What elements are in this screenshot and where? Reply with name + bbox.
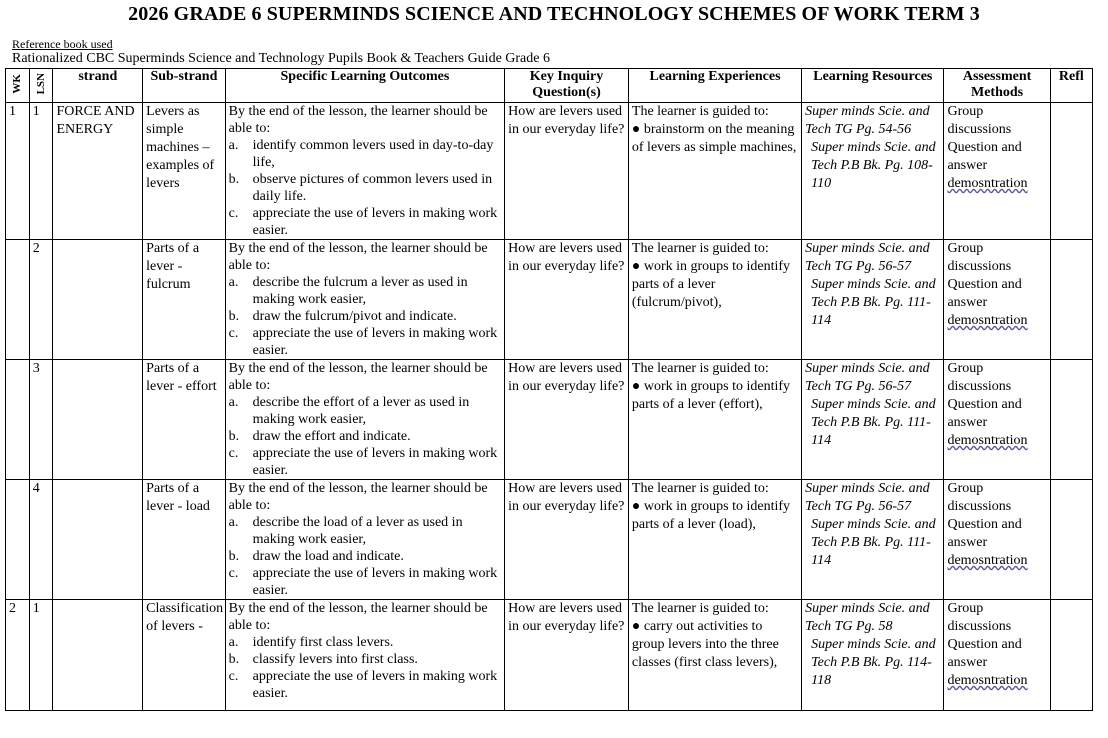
assessment-item: Group discussions (947, 241, 1012, 274)
header-lesson-label: LSN (34, 73, 47, 95)
outcome-marker: b. (228, 429, 240, 444)
strand-cell (53, 360, 143, 480)
outcomes-cell (225, 480, 504, 600)
header-assessment: Assessment Methods (944, 69, 1050, 103)
table-row (6, 480, 1093, 600)
experience-cell (628, 240, 801, 360)
inquiry-cell: How are levers used in our everyday life? (505, 480, 629, 600)
resource-pb: Super minds Scie. and Tech P.B Bk. Pg. 111-114 (811, 517, 936, 568)
outcome-text: draw the fulcrum/pivot and indicate. (252, 309, 457, 324)
outcome-text: appreciate the use of levers in making work easier. (252, 669, 498, 701)
header-week-label: WK (10, 74, 23, 94)
assessment-item: Question and answer (947, 637, 1022, 670)
outcomes-list (229, 634, 501, 702)
outcome-item (229, 394, 501, 428)
outcome-item (229, 514, 501, 548)
header-lesson (29, 69, 53, 103)
lesson-cell: 2 (29, 240, 53, 360)
header-resources: Learning Resources (802, 69, 944, 103)
strand-cell: FORCE AND ENERGY (53, 103, 143, 240)
outcome-marker: b. (228, 549, 240, 564)
assessment-cell (944, 480, 1050, 600)
outcome-marker: c. (228, 566, 239, 581)
table-row (6, 240, 1093, 360)
experience-intro: The learner is guided to: (631, 361, 769, 376)
reflection-cell[interactable] (1050, 600, 1092, 711)
experience-text: ● carry out activities to group levers into the three classes (first class levers), (631, 619, 779, 670)
experience-intro: The learner is guided to: (631, 481, 769, 496)
resource-pb: Super minds Scie. and Tech P.B Bk. Pg. 111-114 (811, 277, 936, 328)
reference-text: Rationalized CBC Superminds Science and Technology Pupils Book & Teachers Guide Grade 6 (12, 51, 550, 66)
outcome-marker: c. (228, 446, 239, 461)
assessment-item: Group discussions (947, 601, 1012, 634)
resource-pb: Super minds Scie. and Tech P.B Bk. Pg. 108-110 (811, 140, 936, 191)
experience-cell (628, 103, 801, 240)
assessment-item: Group discussions (947, 104, 1012, 137)
resources-cell (802, 360, 944, 480)
outcomes-cell (225, 240, 504, 360)
assessment-item: demosntration (947, 433, 1028, 448)
outcome-item (229, 634, 501, 651)
substrand-cell: Parts of a lever - fulcrum (143, 240, 226, 360)
outcome-text: describe the load of a lever as used in making work easier, (252, 515, 463, 547)
outcome-item (229, 651, 501, 668)
experience-text: ● work in groups to identify parts of a lever (load), (631, 499, 791, 532)
strand-cell (53, 600, 143, 711)
substrand-cell: Parts of a lever - effort (143, 360, 226, 480)
experience-cell (628, 600, 801, 711)
resource-pb: Super minds Scie. and Tech P.B Bk. Pg. 111-114 (811, 397, 936, 448)
outcome-marker: b. (228, 652, 240, 667)
inquiry-cell: How are levers used in our everyday life? (505, 103, 629, 240)
substrand-cell: Parts of a lever - load (143, 480, 226, 600)
experience-text: ● work in groups to identify parts of a lever (fulcrum/pivot), (631, 259, 791, 310)
assessment-cell (944, 103, 1050, 240)
assessment-item: Question and answer (947, 277, 1022, 310)
outcomes-intro: By the end of the lesson, the learner should be able to: (228, 104, 488, 136)
week-cell (6, 240, 30, 360)
week-cell (6, 480, 30, 600)
assessment-item: Question and answer (947, 140, 1022, 173)
header-strand: strand (53, 69, 143, 103)
lesson-cell: 3 (29, 360, 53, 480)
inquiry-cell: How are levers used in our everyday life? (505, 240, 629, 360)
resources-cell (802, 103, 944, 240)
assessment-item: Group discussions (947, 361, 1012, 394)
outcome-text: identify common levers used in day-to-day life, (252, 138, 494, 170)
assessment-item: Group discussions (947, 481, 1012, 514)
resource-tg: Super minds Scie. and Tech TG Pg. 56-57 (805, 361, 930, 394)
assessment-cell (944, 240, 1050, 360)
assessment-cell (944, 360, 1050, 480)
outcome-marker: c. (228, 206, 239, 221)
outcome-item (229, 668, 501, 702)
resource-tg: Super minds Scie. and Tech TG Pg. 56-57 (805, 481, 930, 514)
resources-cell (802, 480, 944, 600)
week-cell (6, 360, 30, 480)
outcome-text: classify levers into first class. (252, 652, 418, 667)
outcome-text: appreciate the use of levers in making work easier. (252, 206, 498, 238)
scheme-of-work-table (5, 68, 1093, 711)
outcome-text: appreciate the use of levers in making work easier. (252, 326, 498, 358)
outcome-marker: b. (228, 309, 240, 324)
outcome-item (229, 565, 501, 599)
table-row (6, 600, 1093, 711)
experience-cell (628, 360, 801, 480)
reflection-cell[interactable] (1050, 240, 1092, 360)
outcomes-intro: By the end of the lesson, the learner should be able to: (228, 601, 488, 633)
outcome-text: draw the load and indicate. (252, 549, 404, 564)
resource-pb: Super minds Scie. and Tech P.B Bk. Pg. 114-118 (811, 637, 936, 688)
outcome-text: appreciate the use of levers in making work easier. (252, 446, 498, 478)
table-row (6, 360, 1093, 480)
outcome-marker: a. (228, 515, 239, 530)
outcome-text: describe the fulcrum a lever as used in making work easier, (252, 275, 468, 307)
header-substrand: Sub-strand (143, 69, 226, 103)
document-title: 2026 GRADE 6 SUPERMINDS SCIENCE AND TECHNOLOGY SCHEMES OF WORK TERM 3 (128, 3, 980, 25)
substrand-cell: Levers as simple machines – examples of levers (143, 103, 226, 240)
outcome-item (229, 548, 501, 565)
outcomes-intro: By the end of the lesson, the learner should be able to: (228, 241, 488, 273)
week-cell: 1 (6, 103, 30, 240)
strand-cell (53, 240, 143, 360)
assessment-item: demosntration (947, 313, 1028, 328)
outcome-marker: c. (228, 669, 239, 684)
assessment-cell (944, 600, 1050, 711)
inquiry-cell: How are levers used in our everyday life? (505, 360, 629, 480)
experience-intro: The learner is guided to: (631, 241, 769, 256)
lesson-cell: 4 (29, 480, 53, 600)
header-row (6, 69, 1093, 103)
outcome-marker: b. (228, 172, 240, 187)
outcomes-cell (225, 103, 504, 240)
week-cell: 2 (6, 600, 30, 711)
outcome-item (229, 205, 501, 239)
assessment-item: demosntration (947, 673, 1028, 688)
outcome-marker: a. (228, 275, 239, 290)
assessment-item: demosntration (947, 176, 1028, 191)
header-inquiry: Key Inquiry Question(s) (505, 69, 629, 103)
assessment-item: demosntration (947, 553, 1028, 568)
outcome-text: identify first class levers. (252, 635, 394, 650)
outcomes-intro: By the end of the lesson, the learner should be able to: (228, 481, 488, 513)
outcome-text: describe the effort of a lever as used in making work easier, (252, 395, 470, 427)
outcomes-list (229, 274, 501, 359)
outcomes-cell (225, 360, 504, 480)
outcome-text: appreciate the use of levers in making work easier. (252, 566, 498, 598)
outcome-text: observe pictures of common levers used in daily life. (252, 172, 493, 204)
header-experiences: Learning Experiences (628, 69, 801, 103)
resource-tg: Super minds Scie. and Tech TG Pg. 58 (805, 601, 930, 634)
experience-intro: The learner is guided to: (631, 601, 769, 616)
outcome-item (229, 274, 501, 308)
assessment-item: Question and answer (947, 397, 1022, 430)
outcome-item (229, 325, 501, 359)
experience-text: ● work in groups to identify parts of a lever (effort), (631, 379, 791, 412)
outcomes-cell (225, 600, 504, 711)
reflection-cell[interactable] (1050, 360, 1092, 480)
outcome-marker: a. (228, 395, 239, 410)
outcomes-intro: By the end of the lesson, the learner should be able to: (228, 361, 488, 393)
outcomes-list (229, 137, 501, 239)
outcome-marker: a. (228, 635, 239, 650)
experience-text: ● brainstorm on the meaning of levers as simple machines, (631, 122, 797, 155)
lesson-cell: 1 (29, 600, 53, 711)
header-week (6, 69, 30, 103)
outcome-text: draw the effort and indicate. (252, 429, 411, 444)
header-outcomes: Specific Learning Outcomes (225, 69, 504, 103)
reflection-cell[interactable] (1050, 103, 1092, 240)
outcome-item (229, 171, 501, 205)
outcome-item (229, 445, 501, 479)
outcome-item (229, 137, 501, 171)
assessment-item: Question and answer (947, 517, 1022, 550)
lesson-cell: 1 (29, 103, 53, 240)
reference-label: Reference book used (12, 37, 113, 51)
table-row (6, 103, 1093, 240)
resource-tg: Super minds Scie. and Tech TG Pg. 54-56 (805, 104, 930, 137)
outcome-item (229, 308, 501, 325)
outcome-item (229, 428, 501, 445)
resource-tg: Super minds Scie. and Tech TG Pg. 56-57 (805, 241, 930, 274)
outcomes-list (229, 394, 501, 479)
outcomes-list (229, 514, 501, 599)
header-reflection: Refl (1050, 69, 1092, 103)
outcome-marker: c. (228, 326, 239, 341)
reflection-cell[interactable] (1050, 480, 1092, 600)
outcome-marker: a. (228, 138, 239, 153)
strand-cell (53, 480, 143, 600)
experience-intro: The learner is guided to: (631, 104, 769, 119)
substrand-cell: Classification of levers - (143, 600, 226, 711)
resources-cell (802, 600, 944, 711)
experience-cell (628, 480, 801, 600)
resources-cell (802, 240, 944, 360)
inquiry-cell: How are levers used in our everyday life? (505, 600, 629, 711)
